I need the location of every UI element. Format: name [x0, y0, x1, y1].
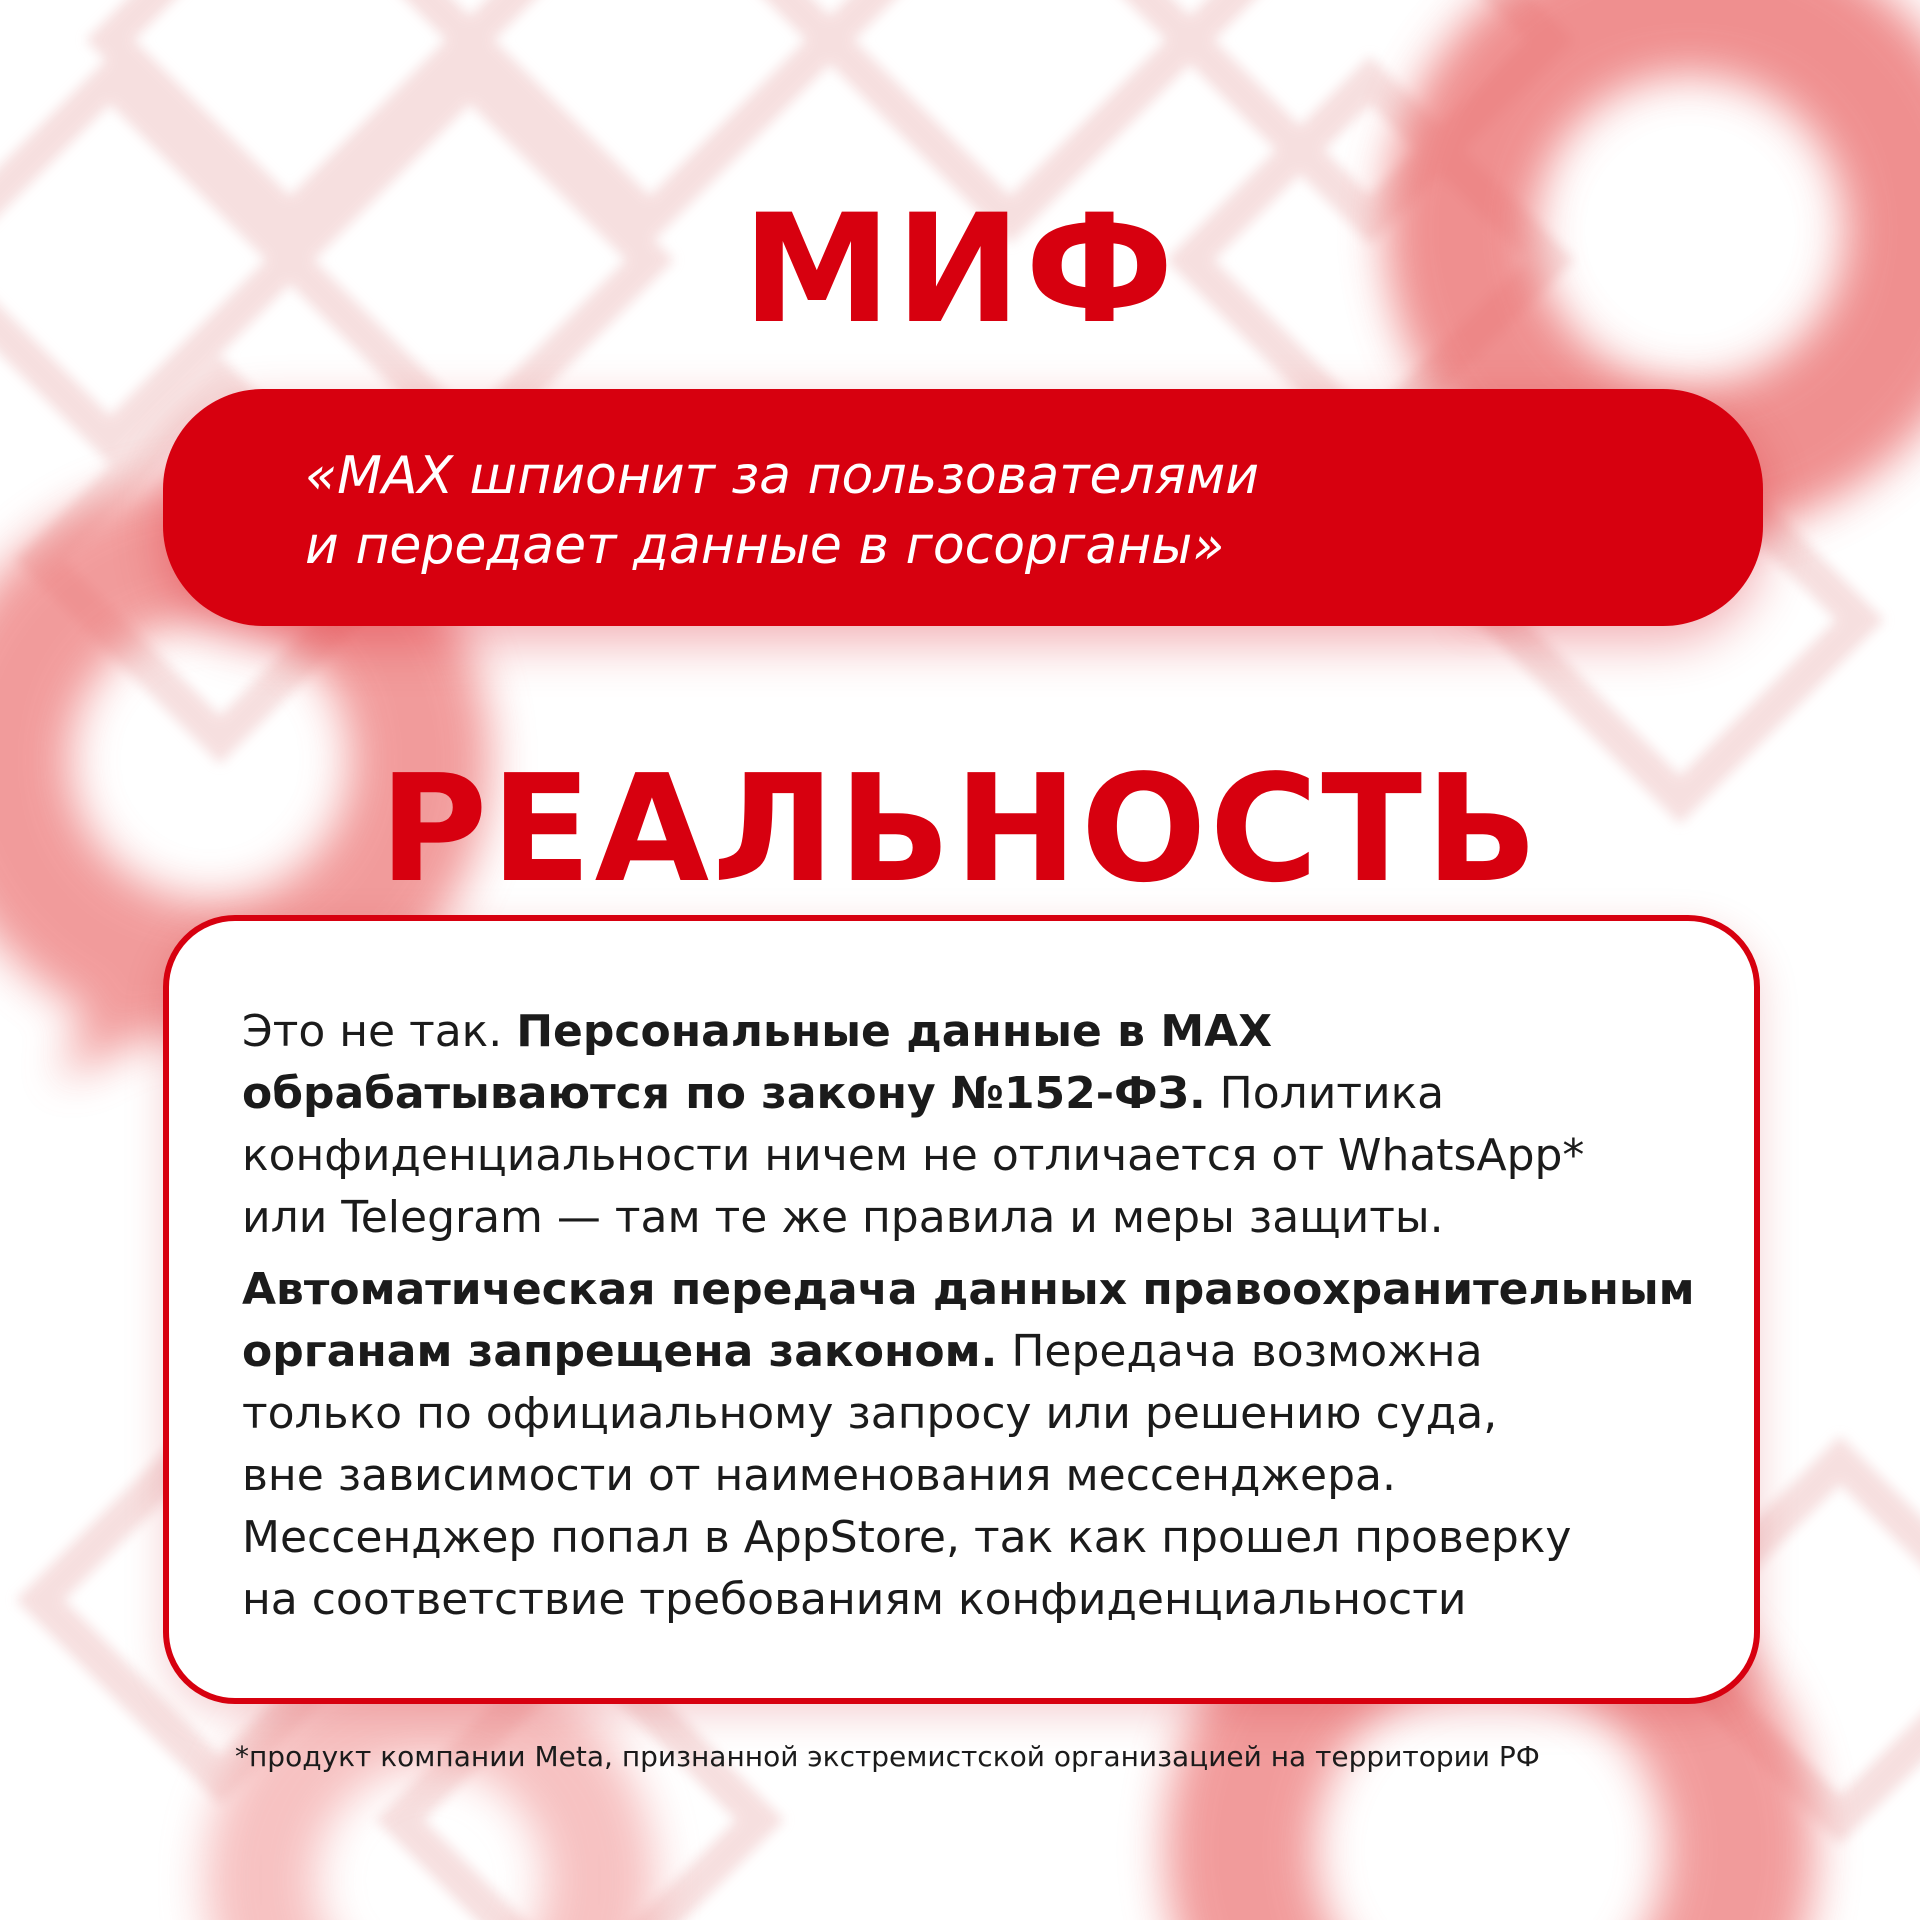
text-line [242, 1001, 1714, 1063]
text-line: вне зависимости от наименования мессенджера. [242, 1450, 1396, 1501]
myth-banner [163, 389, 1763, 626]
reality-title: РЕАЛЬНОСТЬ [379, 743, 1541, 915]
text-regular: Политика [1205, 1068, 1445, 1119]
text-bold: обрабатываются по закону №152-ФЗ. [242, 1068, 1206, 1119]
reality-paragraph-2 [242, 1259, 1714, 1631]
text-line: конфиденциальности ничем не отличается от WhatsApp* [242, 1130, 1585, 1181]
myth-quote-line: «MAX шпионит за пользователями [305, 446, 1260, 506]
text-line: на соответствие требованиям конфиденциальности [242, 1574, 1467, 1625]
myth-quote [305, 441, 1763, 581]
text-line [242, 1259, 1714, 1321]
myth-quote-line: и передает данные в госорганы» [305, 516, 1225, 576]
text-line [242, 1321, 1714, 1383]
text-line: Мессенджер попал в AppStore, так как прошел проверку [242, 1512, 1572, 1563]
reality-paragraph-1 [242, 1001, 1714, 1249]
text-regular: Это не так. [242, 1006, 517, 1057]
text-line: только по официальному запросу или решению суда, [242, 1388, 1498, 1439]
reality-card [163, 915, 1760, 1704]
myth-title: МИФ [742, 183, 1178, 357]
footnote: *продукт компании Meta, признанной экстремистской организацией на территории РФ [235, 1740, 1540, 1773]
reality-text [242, 1001, 1714, 1631]
text-bold: Персональные данные в MAX [516, 1006, 1273, 1057]
text-bold: органам запрещена законом. [242, 1326, 998, 1377]
text-bold: Автоматическая передача данных правоохранительным [242, 1264, 1695, 1315]
text-line [242, 1063, 1714, 1125]
text-line: или Telegram — там те же правила и меры защиты. [242, 1192, 1444, 1243]
text-regular: Передача возможна [997, 1326, 1483, 1377]
